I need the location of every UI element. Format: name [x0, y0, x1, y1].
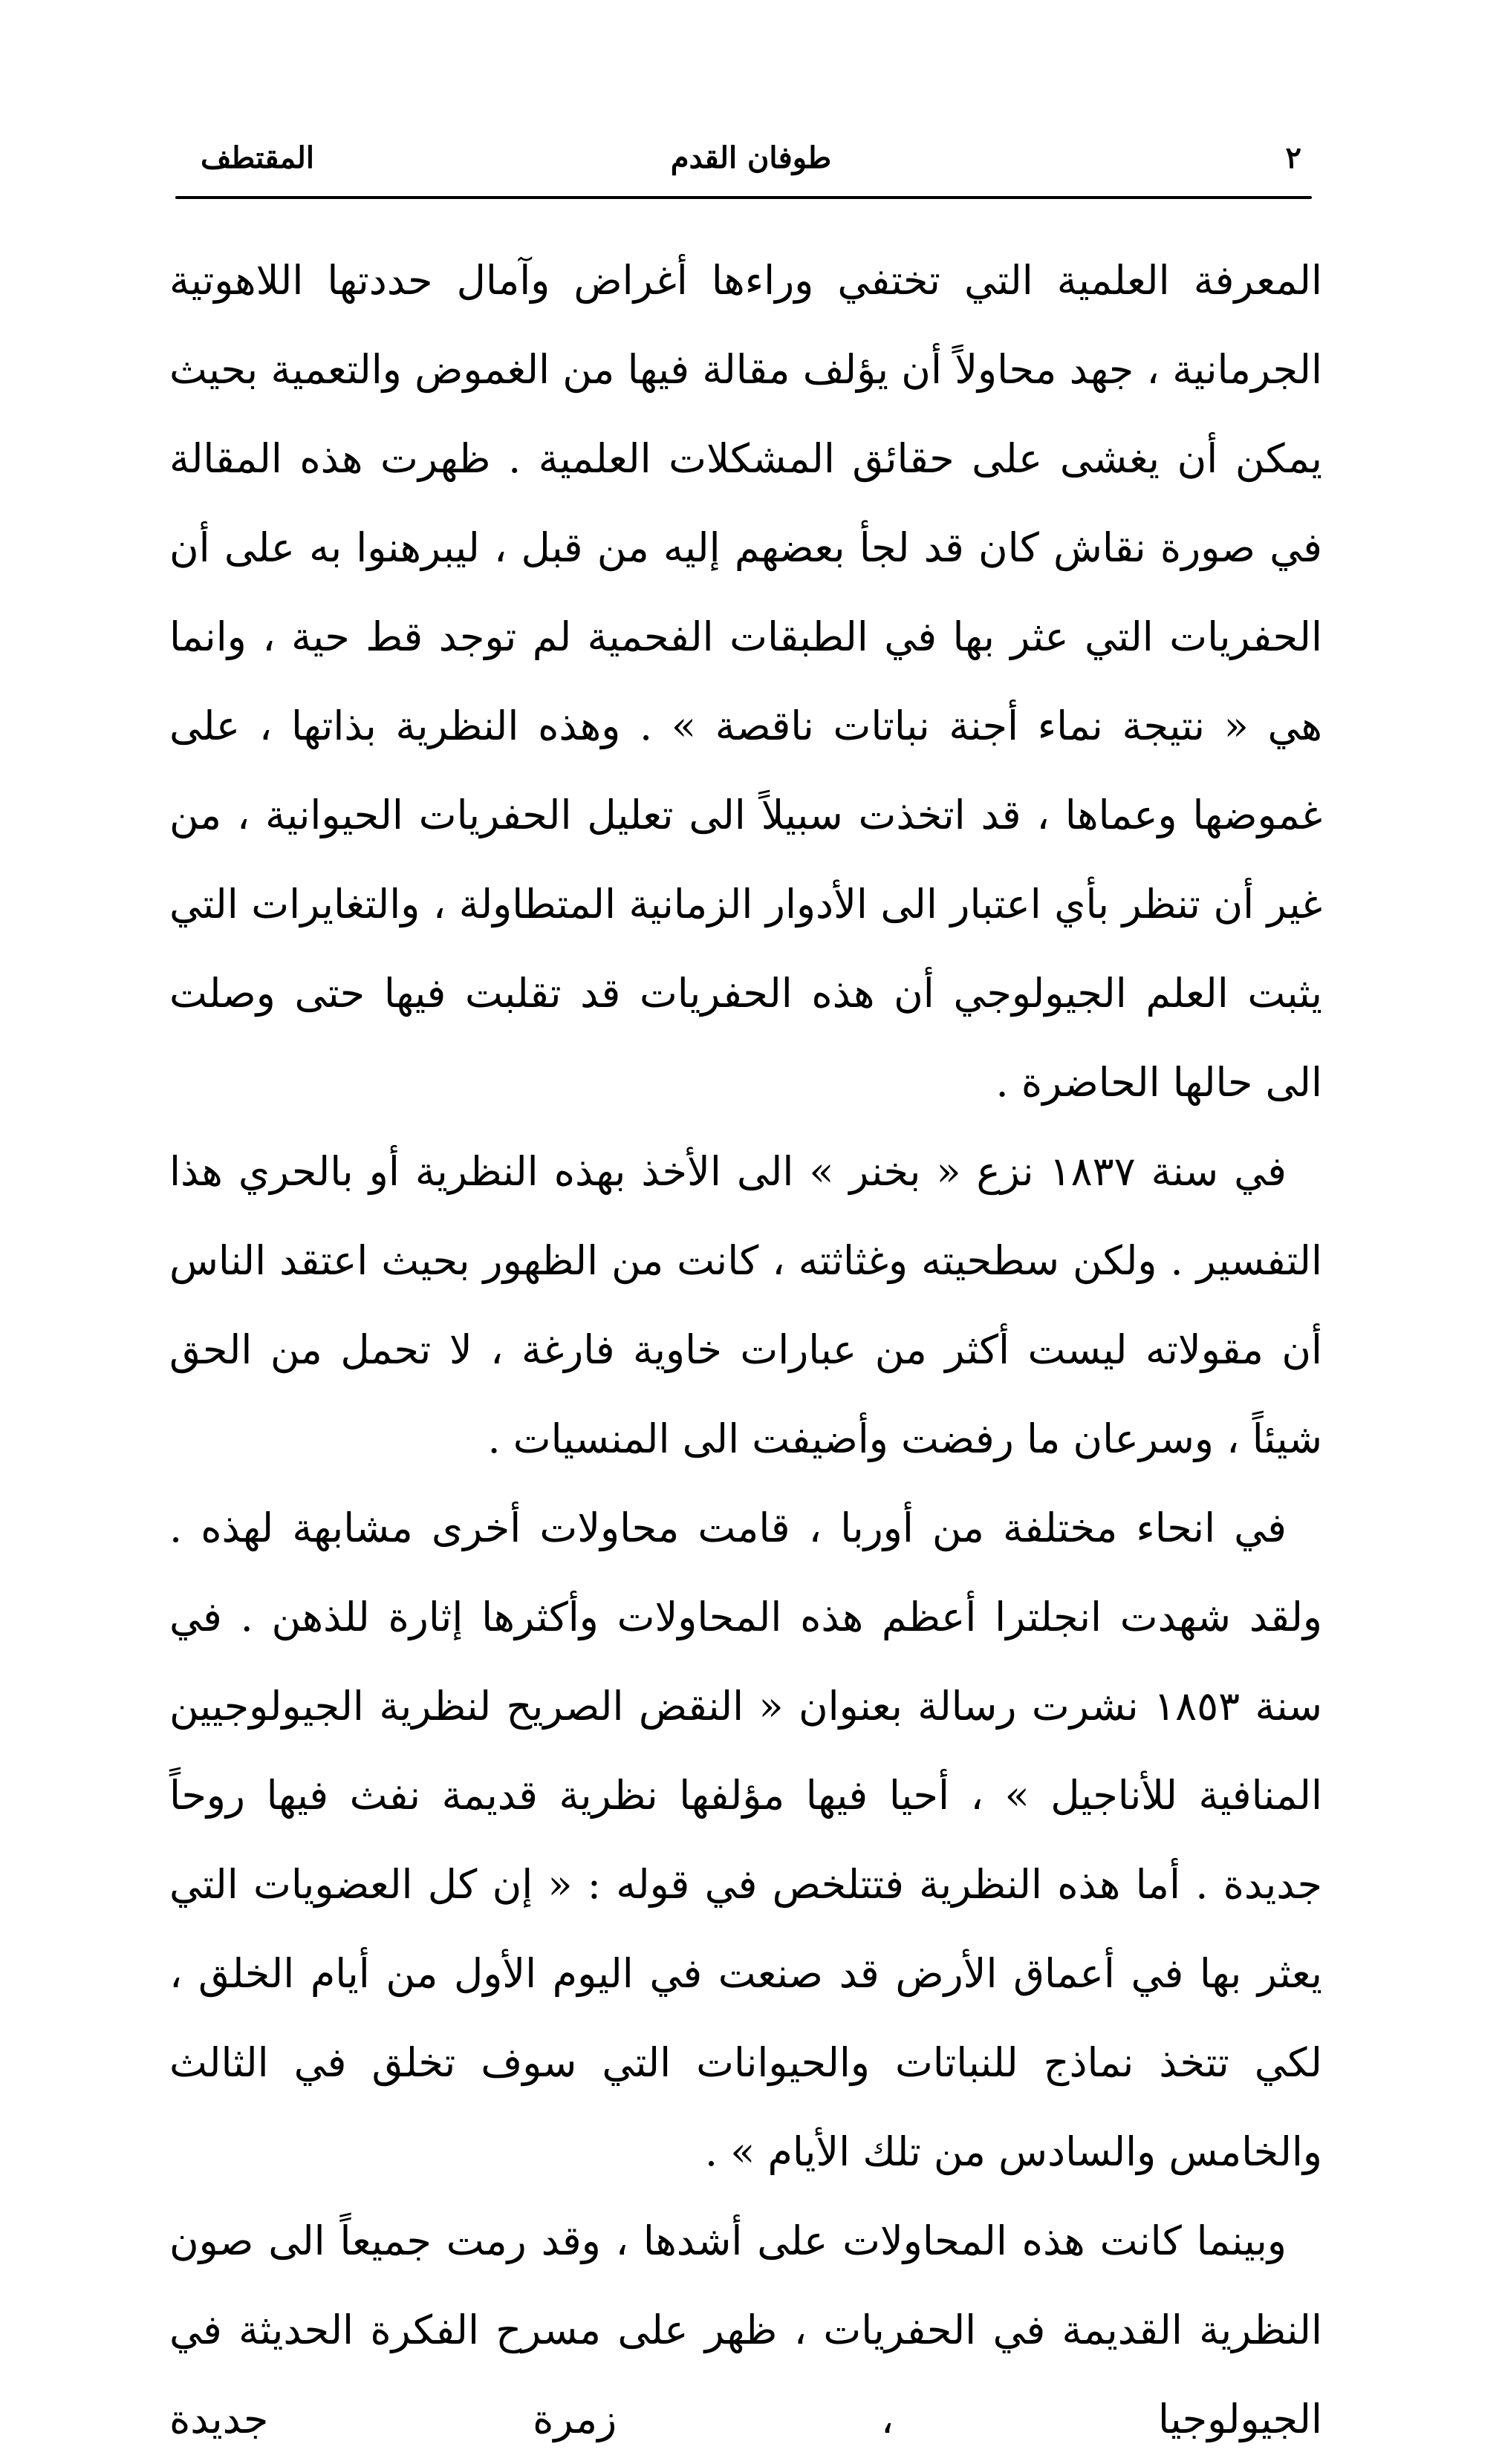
paragraph-3: في انحاء مختلفة من أوربا ، قامت محاولات أخرى مشابهة لهذه . ولقد شهدت انجلترا أعظم هذه المحاولات وأكثرها إثارة للذهن . في سنة ١٨٥٣ نشرت رسالة بعنوان « النقض الصريح لنظرية الجيولوجيين المنافية للأناجيل » ، أحيا فيها مؤلفها نظرية قديمة نفث فيها روحاً جديدة . أما هذه النظرية فتتلخص في قوله : « إن كل العضويات التي يعثر بها في أعماق الأرض قد صنعت في اليوم الأول من أيام الخلق ، لكي تتخذ نماذج للنباتات والحيوانات التي سوف تخلق في الثالث والخامس والسادس من تلك الأيام » . [169, 1505, 1322, 2175]
header-rule [175, 196, 1312, 199]
paragraph-2: في سنة ١٨٣٧ نزع « بخنر » الى الأخذ بهذه النظرية أو بالحري هذا التفسير . ولكن سطحيته وغثاثته ، كانت من الظهور بحيث اعتقد الناس أن مقولاته ليست أكثر من عبارات خاوية فارغة ، لا تحمل من الحق شيئاً ، وسرعان ما رفضت وأضيفت الى المنسيات . [169, 1148, 1322, 1462]
paragraph-4: وبينما كانت هذه المحاولات على أشدها ، وقد رمت جميعاً الى صون النظرية القديمة في الحفريات ، ظهر على مسرح الفكرة الحديثة في الجيولوجيا ، زمرة جديدة [169, 2217, 1322, 2442]
article-body [169, 236, 1322, 2464]
page-number: ٢ [1285, 140, 1301, 175]
journal-name: المقتطف [201, 140, 314, 175]
paragraph-1: المعرفة العلمية التي تختفي وراءها أغراض وآمال حددتها اللاهوتية الجرمانية ، جهد محاولاً أن يؤلف مقالة فيها من الغموض والتعمية بحيث يمكن أن يغشى على حقائق المشكلات العلمية . ظهرت هذه المقالة في صورة نقاش كان قد لجأ بعضهم إليه من قبل ، ليبرهنوا به على أن الحفريات التي عثر بها في الطبقات الفحمية لم توجد قط حية ، وانما هي « نتيجة نماء أجنة نباتات ناقصة » . وهذه النظرية بذاتها ، على غموضها وعماها ، قد اتخذت سبيلاً الى تعليل الحفريات الحيوانية ، من غير أن تنظر بأي اعتبار الى الأدوار الزمانية المتطاولة ، والتغايرات التي يثبت العلم الجيولوجي أن هذه الحفريات قد تقلبت فيها حتى وصلت الى حالها الحاضرة . [169, 257, 1322, 1106]
running-header [201, 132, 1301, 184]
running-title: طوفان القدم [670, 140, 832, 175]
